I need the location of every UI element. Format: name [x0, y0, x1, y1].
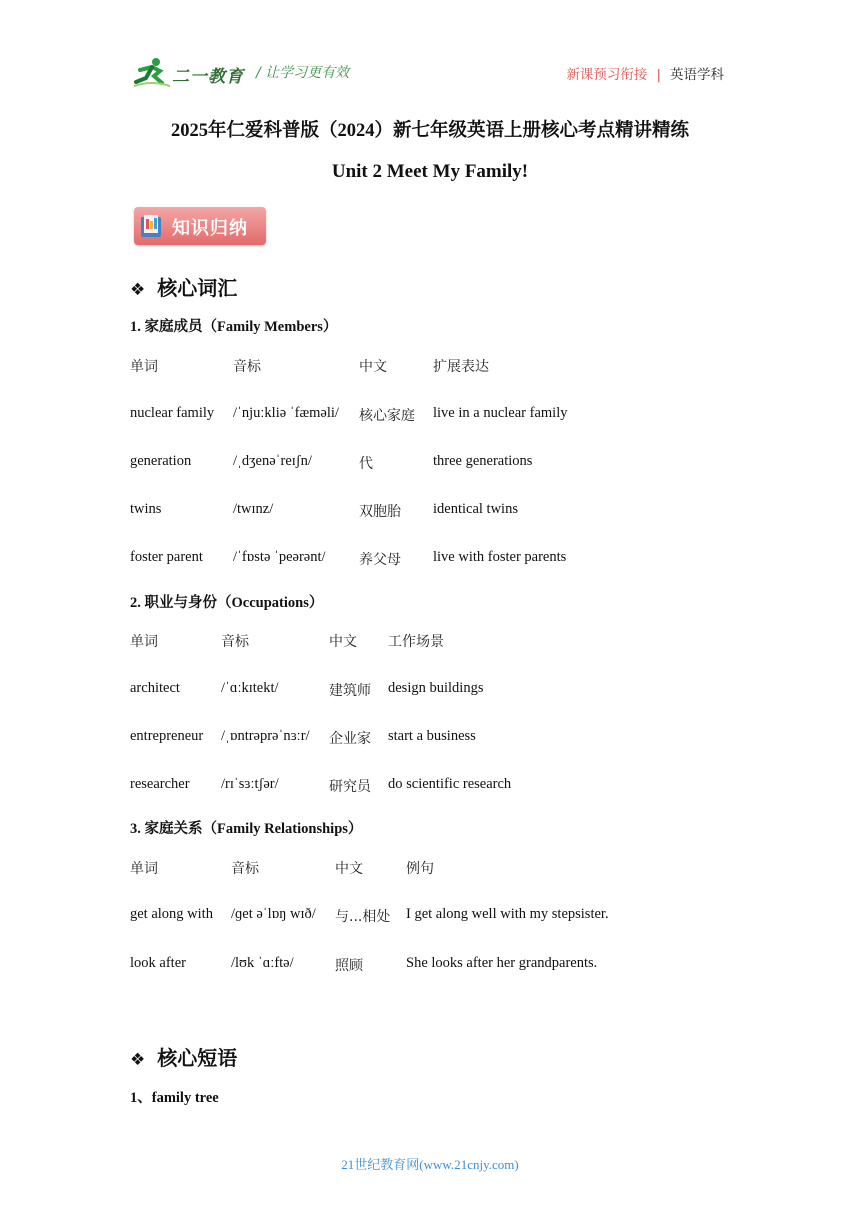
phonetic-cell: /ˈnjuːkliə ˈfæməli/ [233, 405, 339, 421]
column-header: 工作场景 [388, 634, 444, 650]
expression-cell: three generations [433, 453, 533, 469]
phonetic-cell: /rɪˈsɜːtʃər/ [221, 776, 279, 792]
word-cell: look after [130, 955, 186, 971]
column-header: 音标 [233, 359, 261, 375]
group-heading-relationships: 3. 家庭关系（Family Relationships） [130, 821, 363, 837]
column-header: 中文 [359, 359, 387, 375]
chinese-cell: 企业家 [329, 731, 371, 747]
column-header: 中文 [335, 861, 363, 877]
column-header: 单词 [130, 359, 158, 375]
header-course-label: 新课预习衔接 [566, 67, 648, 83]
header-subject: 英语学科 [670, 67, 724, 83]
chinese-cell: 代 [359, 456, 373, 472]
word-cell: get along with [130, 906, 213, 922]
column-header: 单词 [130, 634, 158, 650]
expression-cell: identical twins [433, 501, 518, 517]
phonetic-cell: /ɡet əˈlɒŋ wɪð/ [231, 906, 316, 922]
page-title: 2025年仁爱科普版（2024）新七年级英语上册核心考点精讲精练 [170, 121, 689, 141]
group-heading-occupations: 2. 职业与身份（Occupations） [130, 595, 324, 611]
example-cell: I get along well with my stepsister. [406, 906, 609, 922]
phonetic-cell: /ˈɑːkɪtekt/ [221, 680, 279, 696]
badge-label: 知识归纳 [172, 218, 248, 239]
chinese-cell: 双胞胎 [359, 504, 401, 520]
section-core-phrases [130, 1042, 237, 1071]
word-cell: generation [130, 453, 192, 469]
chinese-cell: 与...相处 [335, 909, 391, 925]
column-header: 音标 [231, 861, 259, 877]
chinese-cell: 照顾 [335, 958, 363, 974]
word-cell: foster parent [130, 549, 203, 565]
book-icon [140, 213, 162, 239]
chinese-cell: 研究员 [329, 779, 371, 795]
phonetic-cell: /ˈfɒstə ˈpeərənt/ [233, 549, 326, 565]
phonetic-cell: /ˌɒntrəprəˈnɜːr/ [221, 728, 310, 744]
phrase-item: 1、family tree [130, 1090, 219, 1106]
section-title: 核心短语 [157, 1046, 238, 1070]
expression-cell: live with foster parents [433, 549, 567, 565]
header-right [566, 63, 724, 83]
phonetic-cell: /twɪnz/ [233, 501, 274, 517]
word-cell: nuclear family [130, 405, 215, 421]
knowledge-summary-badge [134, 207, 266, 245]
runner-logo-icon [132, 56, 172, 90]
example-cell: She looks after her grandparents. [406, 955, 598, 971]
column-header: 例句 [406, 861, 434, 877]
phonetic-cell: /lʊk ˈɑːftə/ [231, 955, 294, 971]
word-cell: entrepreneur [130, 728, 204, 744]
column-header: 扩展表达 [433, 359, 489, 375]
column-header: 单词 [130, 861, 158, 877]
chinese-cell: 核心家庭 [359, 408, 415, 424]
section-title: 核心词汇 [157, 276, 238, 300]
word-cell: twins [130, 501, 162, 517]
word-cell: researcher [130, 776, 190, 792]
header-separator: | [656, 67, 661, 83]
phonetic-cell: /ˌdʒenəˈreɪʃn/ [233, 453, 312, 469]
expression-cell: live in a nuclear family [433, 405, 568, 421]
scene-cell: do scientific research [388, 776, 512, 792]
group-heading-family-members: 1. 家庭成员（Family Members） [130, 319, 338, 335]
chinese-cell: 建筑师 [329, 683, 371, 699]
section-core-vocabulary [130, 272, 237, 301]
column-header: 中文 [329, 634, 357, 650]
scene-cell: start a business [388, 728, 476, 744]
diamond-bullet-icon: ❖ [130, 280, 146, 300]
logo-text: 二一教育 [172, 67, 244, 87]
diamond-bullet-icon: ❖ [130, 1050, 146, 1070]
scene-cell: design buildings [388, 680, 484, 696]
footer-source: 21世纪教育网(www.21cnjy.com) [341, 1157, 519, 1172]
chinese-cell: 养父母 [359, 552, 401, 568]
header-slogan: / 让学习更有效 [256, 65, 350, 81]
word-cell: architect [130, 680, 180, 696]
column-header: 音标 [221, 634, 249, 650]
unit-title: Unit 2 Meet My Family! [331, 161, 529, 182]
